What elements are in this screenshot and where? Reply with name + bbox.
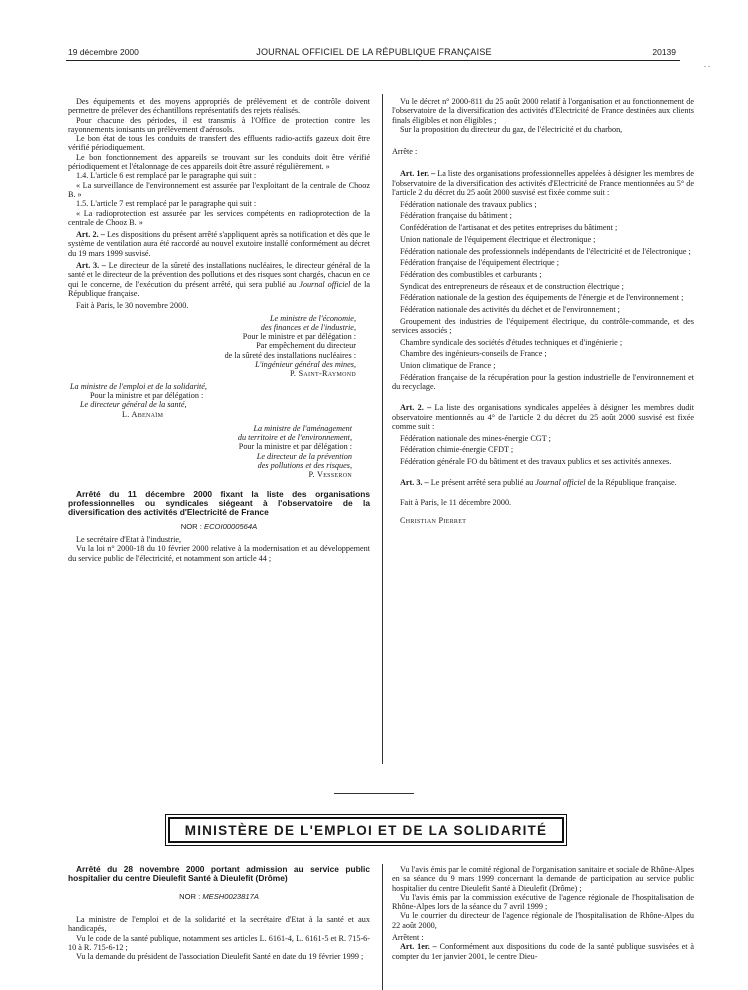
- list-item: Fédération nationale des activités du déchet et de l'environnement ;: [400, 304, 620, 314]
- signature-line: La ministre de l'emploi et de la solidarité,: [70, 381, 207, 391]
- column-divider-bottom: [382, 864, 383, 990]
- journal-name: Journal officiel: [535, 478, 586, 488]
- article-label: Art. 3. –: [76, 261, 106, 271]
- nor-label: NOR :: [180, 521, 204, 531]
- paragraph: « La surveillance de l'environnement est assurée par l'exploitant de la centrale de Chooz B. »: [68, 180, 370, 199]
- column-divider-top: [382, 94, 383, 764]
- list-item: Groupement des industries de l'équipement électrique, du contrôle-commande, et des services associés ;: [392, 316, 694, 335]
- article-3: [392, 478, 694, 487]
- signatory-name: L. Abenaïm: [122, 409, 164, 419]
- paragraph: Le bon état de tous les conduits de transfert des effluents radio-actifs gazeux doit être vérifié périodiquement.: [68, 134, 370, 153]
- arrete-title: Arrêté du 11 décembre 2000 fixant la liste des organisations professionnelles ou syndicales siégeant à l'observatoire de la diversification des activités d'Electricité de France: [68, 488, 370, 518]
- article-label: Art. 2. –: [76, 230, 105, 240]
- signature-line: des finances et de l'industrie,: [260, 322, 356, 332]
- signatory-name: P. Vesseron: [308, 470, 352, 480]
- article-2: [392, 403, 694, 431]
- list-item: Fédération nationale des travaux publics ;: [400, 199, 537, 209]
- signature-line: Le directeur de la prévention: [256, 451, 352, 461]
- paragraph: Le bon fonctionnement des appareils se trouvant sur les conduits doit être vérifié périodiquement et l'étalonnage de ces appareils doit être assuré régulièrement. »: [68, 152, 370, 172]
- nor-reference: [68, 892, 370, 901]
- syndicates-list: [392, 434, 694, 467]
- nor-label: NOR :: [179, 891, 203, 901]
- article-text: de la République française.: [68, 279, 370, 298]
- article-label: Art. 3. –: [400, 478, 429, 488]
- list-item: Fédération des combustibles et carburants ;: [400, 269, 542, 279]
- list-item: Union nationale de l'équipement électrique et électronique ;: [400, 234, 596, 244]
- signature-line: Par empêchement du directeur: [256, 341, 356, 351]
- signature-line: du territoire et de l'environnement,: [237, 433, 352, 443]
- list-item: Confédération de l'artisanat et des petites entreprises du bâtiment ;: [400, 223, 618, 233]
- article-1: [392, 169, 694, 197]
- article-1: [392, 942, 694, 961]
- signature-line: Pour le ministre et par délégation :: [242, 332, 356, 342]
- list-item: Chambre des ingénieurs-conseils de France ;: [400, 349, 547, 359]
- article-text: Le directeur de la sûreté des installations nucléaires, le directeur général de la santé et le directeur de la prévention des pollutions et des risques sont chargés, chacun en ce qui le concerne, de l'exécution du présent arrêté, qui sera publié au: [68, 261, 370, 289]
- article-text: de la République française.: [585, 478, 677, 488]
- article-text: Conformément aux dispositions du code de la santé publique susvisées et à compter du 1er janvier 2001, le centre Dieu-: [392, 942, 694, 961]
- article-label: Art. 1er. –: [400, 942, 437, 952]
- header-rule: [66, 60, 680, 61]
- nor-code: ECOI0000564A: [204, 521, 258, 531]
- list-item: Fédération nationale de la gestion des équipements de l'énergie et de l'environnement ;: [400, 293, 684, 303]
- signature-block-2: [68, 382, 370, 419]
- paragraph: 1.4. L'article 6 est remplacé par le paragraphe qui suit :: [76, 171, 257, 181]
- article-label: Art. 2. –: [400, 403, 432, 413]
- fait-date: Fait à Paris, le 30 novembre 2000.: [76, 301, 189, 311]
- list-item: Fédération française du bâtiment ;: [400, 211, 512, 221]
- column-bottom-right: [392, 865, 694, 961]
- paragraph: Des équipements et des moyens appropriés de prélèvement et de contrôle doivent permettre de prélever des échantillons représentatifs des rejets réalisés.: [68, 97, 370, 116]
- article-text: Le présent arrêté sera publié au: [428, 478, 536, 488]
- paragraph: Vu la loi n° 2000-18 du 10 février 2000 relative à la modernisation et au développement du service public de l'électricité, et notamment son article 44 ;: [68, 544, 370, 563]
- column-top-right: [392, 97, 694, 525]
- column-bottom-left: [68, 865, 370, 962]
- list-item: Chambre syndicale des sociétés d'études techniques et d'ingénierie ;: [400, 337, 623, 347]
- header-page-number: 20139: [652, 47, 676, 57]
- signature-line: La ministre de l'aménagement: [253, 423, 352, 433]
- margin-dots: . .: [704, 60, 710, 69]
- paragraph: Vu l'avis émis par le comité régional de l'organisation sanitaire et sociale de Rhône-Alpes en sa séance du 9 mars 1999 concernant la demande de participation au service public hospitalier du centre Dieulefit Santé à Dieulefit (Drôme) ;: [392, 865, 694, 893]
- signature-line: Pour la ministre et par délégation :: [238, 442, 352, 452]
- signature-line: de la sûreté des installations nucléaires :: [224, 350, 356, 360]
- signature-block-3: [68, 424, 370, 480]
- signatory-name: P. Saint-Raymond: [289, 369, 356, 379]
- header-date: 19 décembre 2000: [68, 47, 139, 57]
- article-text: La liste des organisations professionnelles appelées à désigner les membres de l'observatoire de la diversification des activités d'Electricité de France mentionnées au 5° de l'article 2 du décret du 25 août 2000 susvisé est fixée comme suit :: [392, 169, 694, 198]
- signature-line: Le directeur général de la santé,: [80, 400, 187, 410]
- signature-line: Le ministre de l'économie,: [269, 313, 356, 323]
- article-2: [68, 230, 370, 258]
- paragraph: Vu l'avis émis par la commission exécutive de l'agence régionale de l'hospitalisation de Rhône-Alpes lors de la séance du 7 avril 1999 ;: [392, 892, 694, 912]
- paragraph: Le secrétaire d'Etat à l'industrie,: [76, 535, 182, 545]
- fait-date: Fait à Paris, le 11 décembre 2000.: [400, 497, 512, 507]
- list-item: Fédération générale FO du bâtiment et des travaux publics et ses activités annexes.: [400, 456, 672, 466]
- list-item: Fédération nationale des professionnels indépendants de l'électricité et de l'électronique ;: [400, 246, 691, 256]
- paragraph: « La radioprotection est assurée par les services compétents en radioprotection de la centrale de Chooz B. »: [68, 208, 370, 227]
- journal-name: Journal officiel: [299, 279, 351, 289]
- signature-block-1: [68, 314, 370, 379]
- nor-reference: [68, 522, 370, 531]
- list-item: Syndicat des entrepreneurs de réseaux et de construction électrique ;: [400, 281, 624, 291]
- paragraph: Vu le code de la santé publique, notamment ses articles L. 6161-4, L. 6161-5 et R. 715-6-10 à R. 715-6-12 ;: [68, 933, 370, 952]
- paragraph: Pour chacune des périodes, il est transmis à l'Office de protection contre les rayonnements ionisants un prélèvement d'aérosols.: [68, 115, 370, 134]
- list-item: Fédération française de la récupération pour la gestion industrielle de l'environnement et du recyclage.: [392, 372, 694, 391]
- article-text: La liste des organisations syndicales appelées à désigner les membres dudit observatoire mentionnés au 4° de l'article 2 du décret du 25 août 2000 susvisé est fixée comme suit :: [392, 403, 694, 431]
- paragraph: La ministre de l'emploi et de la solidarité et la secrétaire d'Etat à la santé et aux handicapés,: [68, 915, 370, 934]
- paragraph: Vu la demande du président de l'association Dieulefit Santé en date du 19 février 1999 ;: [76, 952, 364, 962]
- arrete-label: Arrête :: [392, 147, 418, 157]
- article-text: Les dispositions du présent arrêté s'appliquent après sa notification et dès que le système de ventilation aura été raccordé au nouvel exutoire installé conformément au décret du 19 mars 1999 susvisé.: [68, 230, 370, 258]
- list-item: Fédération nationale des mines-énergie CGT ;: [400, 433, 551, 443]
- header-title: JOURNAL OFFICIEL DE LA RÉPUBLIQUE FRANÇAISE: [256, 47, 492, 57]
- list-item: Union climatique de France ;: [400, 361, 496, 370]
- article-label: Art. 1er. –: [400, 169, 436, 179]
- paragraph: Vu le courrier du directeur de l'agence régionale de l'hospitalisation de Rhône-Alpes du 22 août 2000,: [392, 911, 694, 930]
- signature-line: des pollutions et des risques,: [257, 460, 352, 470]
- arretent-label: Arrêtent :: [392, 933, 424, 943]
- nor-code: MESH0023817A: [202, 891, 259, 901]
- paragraph: Sur la proposition du directeur du gaz, de l'électricité et du charbon,: [400, 124, 623, 134]
- article-3: [68, 261, 370, 298]
- signatory-name: Christian Pierret: [400, 515, 467, 525]
- paragraph: 1.5. L'article 7 est remplacé par le paragraphe qui suit :: [76, 199, 257, 209]
- organisations-list: [392, 200, 694, 392]
- paragraph: Vu le décret n° 2000-811 du 25 août 2000 relatif à l'organisation et au fonctionnement de l'observatoire de la diversification des activités d'Electricité de France destinées aux clients finals éligibles et non éligibles ;: [392, 97, 694, 125]
- arrete-title: Arrêté du 28 novembre 2000 portant admission au service public hospitalier du centre Dieulefit Santé à Dieulefit (Drôme): [68, 864, 370, 884]
- list-item: Fédération chimie-énergie CFDT ;: [400, 445, 514, 455]
- column-top-left: [68, 97, 370, 563]
- list-item: Fédération française de l'équipement électrique ;: [400, 258, 560, 268]
- signature-line: L'ingénieur général des mines,: [255, 360, 356, 370]
- section-separator: [334, 793, 414, 794]
- ministry-heading: MINISTÈRE DE L'EMPLOI ET DE LA SOLIDARITÉ: [168, 817, 564, 843]
- signature-line: Pour la ministre et par délégation :: [90, 390, 204, 400]
